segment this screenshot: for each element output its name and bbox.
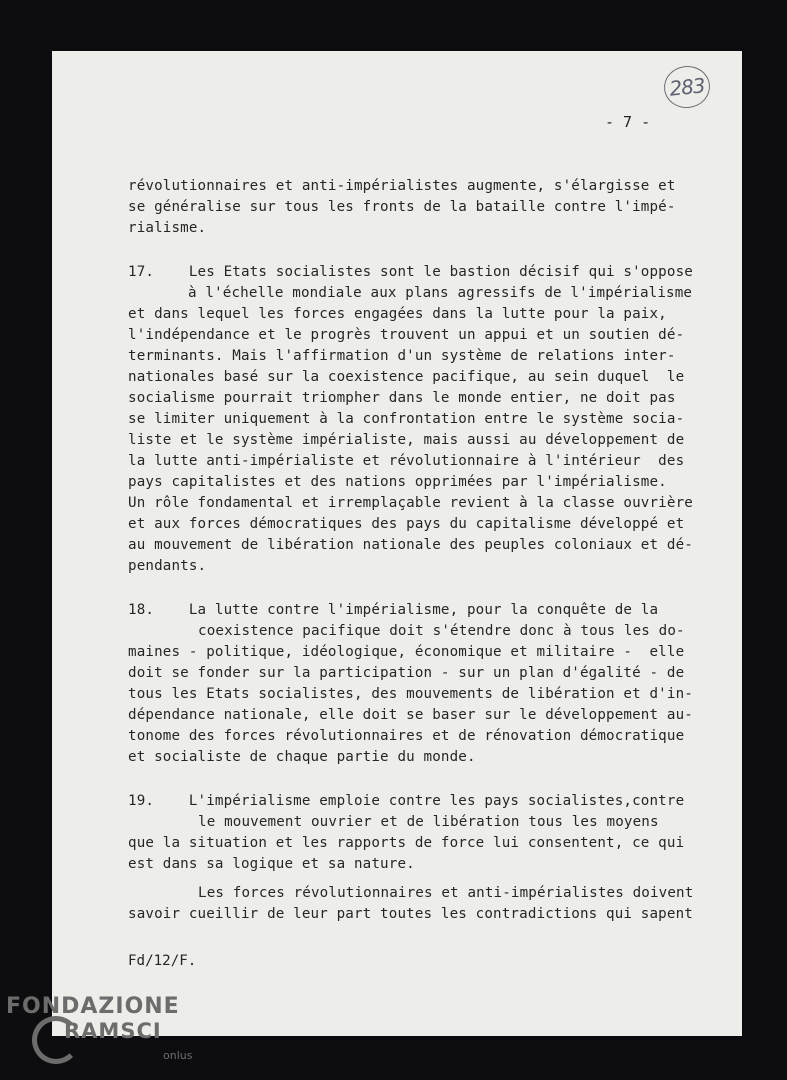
text-line: à l'échelle mondiale aux plans agressifs de l'impérialisme [188, 285, 693, 301]
text-line: dépendance nationale, elle doit se baser sur le développement au- [128, 707, 693, 723]
text-line: terminants. Mais l'affirmation d'un système de relations inter- [128, 348, 676, 364]
text-line: 17. Les Etats socialistes sont le bastion décisif qui s'oppose [128, 264, 693, 280]
text-line: la lutte anti-impérialiste et révolutionnaire à l'intérieur des [128, 453, 685, 469]
text-line: liste et le système impérialiste, mais aussi au développement de [128, 432, 685, 448]
text-line: est dans sa logique et sa nature. [128, 856, 415, 872]
text-line: et aux forces démocratiques des pays du capitalisme développé et [128, 516, 685, 532]
text-line: socialisme pourrait triompher dans le monde entier, ne doit pas [128, 390, 676, 406]
logo-line-3: onlus [163, 1049, 193, 1062]
text-line: et socialiste de chaque partie du monde. [128, 749, 476, 765]
text-line: se généralise sur tous les fronts de la bataille contre l'impé- [128, 199, 676, 215]
text-line: 18. La lutte contre l'impérialisme, pour la conquête de la [128, 602, 659, 618]
text-line: que la situation et les rapports de force lui consentent, ce qui [128, 835, 685, 851]
text-line: nationales basé sur la coexistence pacifique, au sein duquel le [128, 369, 685, 385]
logo-line-1: FONDAZIONE [6, 994, 180, 1019]
text-line: tous les Etats socialistes, des mouvements de libération et d'in- [128, 686, 693, 702]
text-line: 19. L'impérialisme emploie contre les pays socialistes,contre [128, 793, 685, 809]
text-line: et dans lequel les forces engagées dans la lutte pour la paix, [128, 306, 667, 322]
text-line: pendants. [128, 558, 207, 574]
text-line: tonome des forces révolutionnaires et de rénovation démocratique [128, 728, 685, 744]
text-line: l'indépendance et le progrès trouvent un appui et un soutien dé- [128, 327, 685, 343]
fondazione-gramsci-logo [6, 994, 206, 1074]
text-line: Un rôle fondamental et irremplaçable revient à la classe ouvrière [128, 495, 693, 511]
text-line: pays capitalistes et des nations opprimées par l'impérialisme. [128, 474, 667, 490]
text-line: coexistence pacifique doit s'étendre donc à tous les do- [198, 623, 685, 639]
text-line: Les forces révolutionnaires et anti-impérialistes doivent [198, 885, 694, 901]
text-line: révolutionnaires et anti-impérialistes augmente, s'élargisse et [128, 178, 676, 194]
logo-line-2: RAMSCI [64, 1019, 162, 1043]
text-line: au mouvement de libération nationale des peuples coloniaux et dé- [128, 537, 693, 553]
text-line: se limiter uniquement à la confrontation entre le système socia- [128, 411, 685, 427]
page-number: - 7 - [605, 113, 651, 131]
text-line: rialisme. [128, 220, 207, 236]
text-line: maines - politique, idéologique, économique et militaire - elle [128, 644, 685, 660]
archive-stamp: 283 [662, 64, 712, 111]
text-line: le mouvement ouvrier et de libération tous les moyens [198, 814, 659, 830]
text-line: doit se fonder sur la participation - sur un plan d'égalité - de [128, 665, 685, 681]
document-reference-code: Fd/12/F. [128, 953, 197, 969]
text-line: savoir cueillir de leur part toutes les contradictions qui sapent [128, 906, 693, 922]
